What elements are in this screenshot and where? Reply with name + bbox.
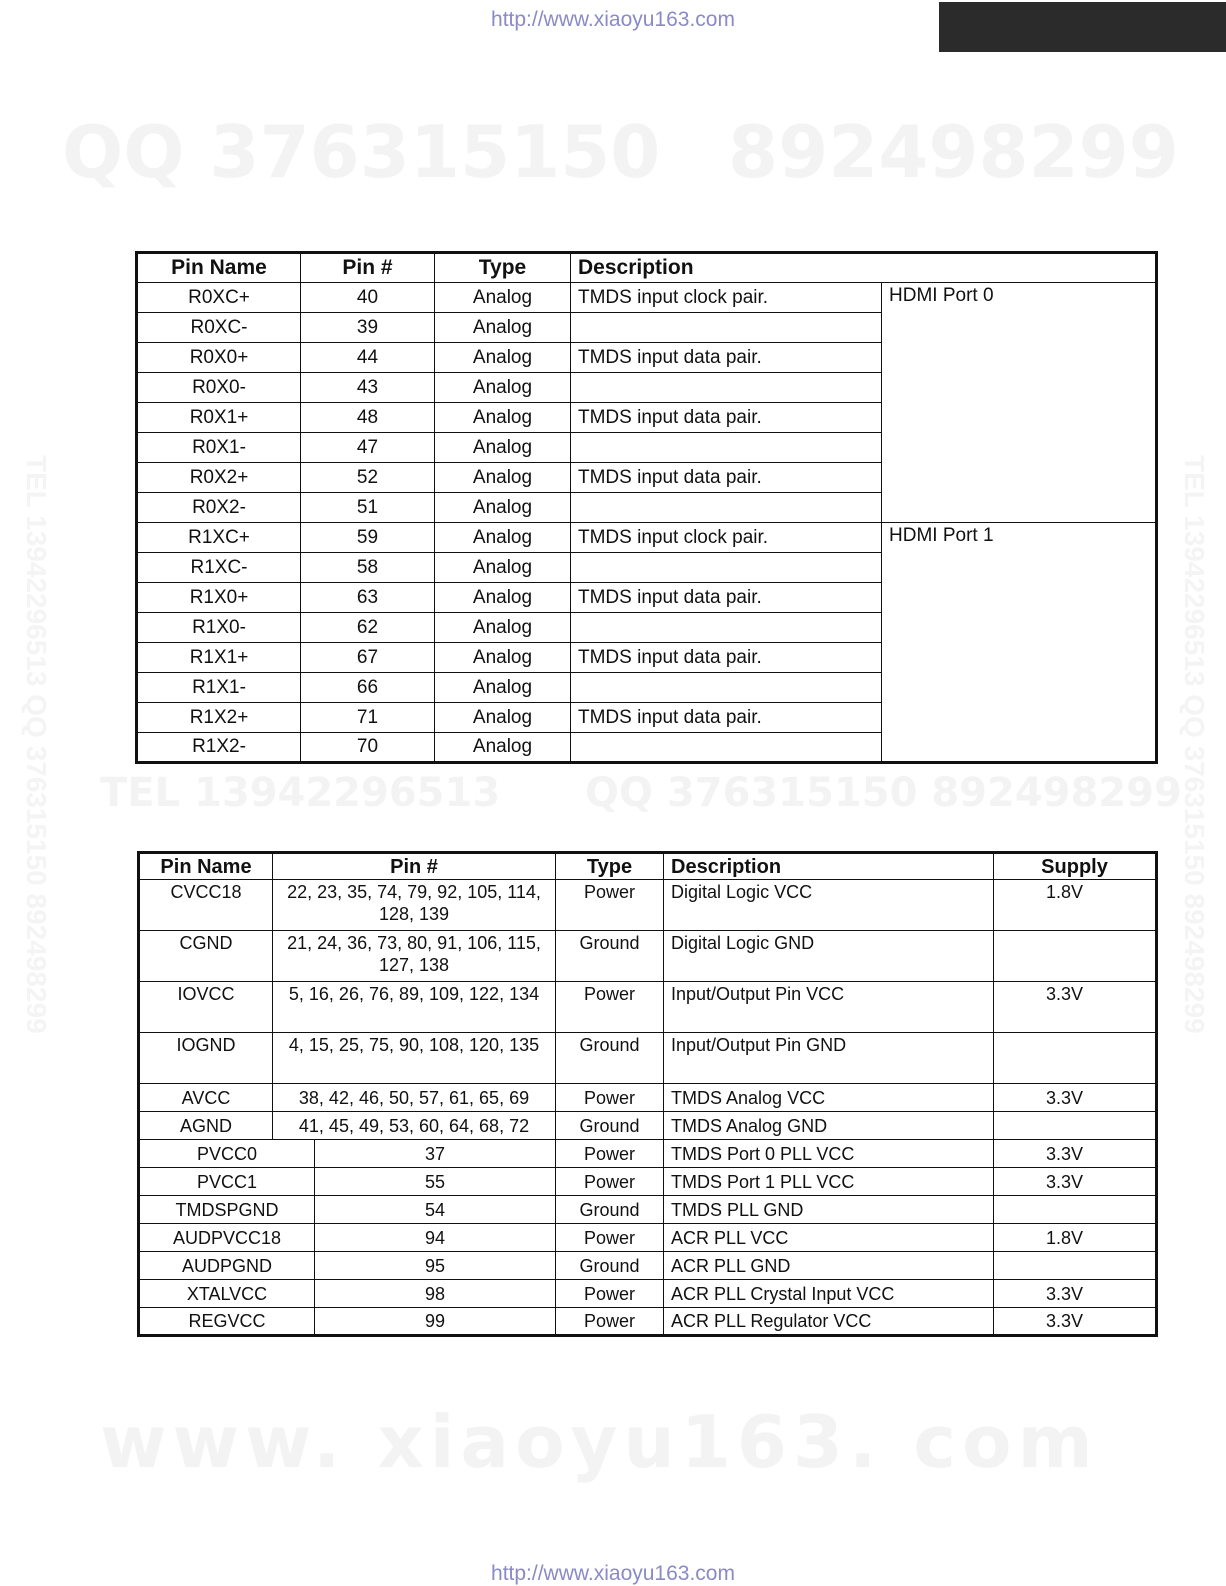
description-cell: ACR PLL VCC <box>664 1224 994 1252</box>
pin-numbers-cell: 5, 16, 26, 76, 89, 109, 122, 134 <box>273 982 556 1033</box>
pin-numbers-cell: 94 <box>315 1224 556 1252</box>
supply-cell <box>994 1196 1157 1224</box>
pin-name-cell: IOVCC <box>139 982 273 1033</box>
pin-name-cell: R1XC+ <box>137 523 301 553</box>
type-cell: Power <box>556 1224 664 1252</box>
type-cell: Ground <box>556 931 664 982</box>
pin-numbers-cell: 95 <box>315 1252 556 1280</box>
watermark-site: www. xiaoyu163. com <box>100 1400 1099 1484</box>
table-row <box>139 1308 1157 1336</box>
pin-number-cell: 47 <box>301 433 435 463</box>
type-cell: Analog <box>435 283 571 313</box>
description-cell: TMDS input data pair. <box>571 403 882 433</box>
type-cell: Analog <box>435 343 571 373</box>
table-row <box>139 1140 1157 1168</box>
pin-number-cell: 63 <box>301 583 435 613</box>
description-cell <box>571 373 882 403</box>
description-cell: Input/Output Pin VCC <box>664 982 994 1033</box>
pin-name-cell: R0X1- <box>137 433 301 463</box>
supply-cell: 3.3V <box>994 982 1157 1033</box>
pin-name-cell: IOGND <box>139 1033 273 1084</box>
pin-number-cell: 51 <box>301 493 435 523</box>
description-cell: TMDS Port 1 PLL VCC <box>664 1168 994 1196</box>
description-cell: ACR PLL Crystal Input VCC <box>664 1280 994 1308</box>
header-pin-number: Pin # <box>301 253 435 283</box>
type-cell: Ground <box>556 1252 664 1280</box>
header-type: Type <box>556 853 664 880</box>
description-cell: TMDS PLL GND <box>664 1196 994 1224</box>
pin-numbers-cell: 99 <box>315 1308 556 1336</box>
supply-cell <box>994 1112 1157 1140</box>
pin-numbers-cell: 21, 24, 36, 73, 80, 91, 106, 115, 127, 138 <box>273 931 556 982</box>
pin-name-cell: R1X0- <box>137 613 301 643</box>
supply-cell <box>994 1033 1157 1084</box>
description-cell <box>571 613 882 643</box>
table-row <box>139 1033 1157 1084</box>
supply-cell <box>994 931 1157 982</box>
header-type: Type <box>435 253 571 283</box>
pin-number-cell: 48 <box>301 403 435 433</box>
pin-number-cell: 52 <box>301 463 435 493</box>
type-cell: Power <box>556 1084 664 1112</box>
description-cell: TMDS Analog VCC <box>664 1084 994 1112</box>
pin-name-cell: CVCC18 <box>139 880 273 931</box>
description-cell: TMDS input data pair. <box>571 643 882 673</box>
pin-name-cell: CGND <box>139 931 273 982</box>
type-cell: Power <box>556 1280 664 1308</box>
description-cell: Input/Output Pin GND <box>664 1033 994 1084</box>
type-cell: Analog <box>435 523 571 553</box>
type-cell: Analog <box>435 583 571 613</box>
footer-url[interactable]: http://www.xiaoyu163.com <box>491 1562 735 1585</box>
corner-block <box>939 2 1226 52</box>
pin-name-cell: R1X1+ <box>137 643 301 673</box>
supply-cell: 3.3V <box>994 1084 1157 1112</box>
description-cell: TMDS input data pair. <box>571 463 882 493</box>
table-row <box>139 1280 1157 1308</box>
pin-name-cell: R1XC- <box>137 553 301 583</box>
pin-numbers-cell: 4, 15, 25, 75, 90, 108, 120, 135 <box>273 1033 556 1084</box>
pin-name-cell: R0XC+ <box>137 283 301 313</box>
watermark-qq: QQ 376315150 <box>62 110 661 194</box>
table-row <box>139 1252 1157 1280</box>
description-cell <box>571 433 882 463</box>
table-row <box>139 982 1157 1033</box>
supply-cell: 3.3V <box>994 1140 1157 1168</box>
pin-name-cell: R0X2- <box>137 493 301 523</box>
pin-number-cell: 43 <box>301 373 435 403</box>
type-cell: Power <box>556 1308 664 1336</box>
description-cell: Digital Logic VCC <box>664 880 994 931</box>
type-cell: Analog <box>435 673 571 703</box>
type-cell: Ground <box>556 1033 664 1084</box>
pin-number-cell: 66 <box>301 673 435 703</box>
hdmi-pin-table <box>135 251 1158 764</box>
pin-name-cell: PVCC1 <box>139 1168 315 1196</box>
pin-name-cell: AUDPVCC18 <box>139 1224 315 1252</box>
watermark-vertical-right: TEL 13942296513 QQ 376315150 892498299 <box>1179 455 1210 1034</box>
description-cell <box>571 553 882 583</box>
port-label-cell: HDMI Port 0 <box>882 283 1157 523</box>
pin-number-cell: 62 <box>301 613 435 643</box>
watermark-qq-2: QQ 376315150 892498299 <box>585 770 1182 816</box>
description-cell <box>571 733 882 763</box>
table-header-row <box>137 253 1157 283</box>
pin-name-cell: R1X1- <box>137 673 301 703</box>
pin-name-cell: AVCC <box>139 1084 273 1112</box>
pin-name-cell: R1X2- <box>137 733 301 763</box>
pin-name-cell: XTALVCC <box>139 1280 315 1308</box>
table-row <box>139 1224 1157 1252</box>
pin-number-cell: 59 <box>301 523 435 553</box>
table-row <box>137 283 1157 313</box>
pin-number-cell: 39 <box>301 313 435 343</box>
pin-number-cell: 40 <box>301 283 435 313</box>
pin-name-cell: R0X0+ <box>137 343 301 373</box>
type-cell: Analog <box>435 493 571 523</box>
type-cell: Ground <box>556 1196 664 1224</box>
description-cell: TMDS input data pair. <box>571 703 882 733</box>
description-cell <box>571 493 882 523</box>
pin-name-cell: PVCC0 <box>139 1140 315 1168</box>
description-cell <box>571 673 882 703</box>
type-cell: Analog <box>435 703 571 733</box>
pin-name-cell: R0X1+ <box>137 403 301 433</box>
header-pin-number: Pin # <box>273 853 556 880</box>
type-cell: Analog <box>435 403 571 433</box>
supply-cell: 1.8V <box>994 1224 1157 1252</box>
pin-number-cell: 67 <box>301 643 435 673</box>
watermark-number: 892498299 <box>728 110 1179 194</box>
pin-numbers-cell: 37 <box>315 1140 556 1168</box>
type-cell: Analog <box>435 463 571 493</box>
supply-cell: 3.3V <box>994 1308 1157 1336</box>
type-cell: Analog <box>435 553 571 583</box>
power-pin-table <box>137 851 1158 1337</box>
type-cell: Analog <box>435 373 571 403</box>
type-cell: Power <box>556 1140 664 1168</box>
table-row <box>139 1168 1157 1196</box>
pin-number-cell: 58 <box>301 553 435 583</box>
description-cell: TMDS Port 0 PLL VCC <box>664 1140 994 1168</box>
pin-number-cell: 44 <box>301 343 435 373</box>
pin-name-cell: R0X0- <box>137 373 301 403</box>
description-cell: TMDS input data pair. <box>571 343 882 373</box>
type-cell: Analog <box>435 733 571 763</box>
description-cell: ACR PLL Regulator VCC <box>664 1308 994 1336</box>
type-cell: Analog <box>435 643 571 673</box>
watermark-tel: TEL 13942296513 <box>100 770 501 816</box>
supply-cell: 3.3V <box>994 1168 1157 1196</box>
table-row <box>139 1084 1157 1112</box>
pin-name-cell: REGVCC <box>139 1308 315 1336</box>
pin-numbers-cell: 22, 23, 35, 74, 79, 92, 105, 114, 128, 139 <box>273 880 556 931</box>
pin-number-cell: 71 <box>301 703 435 733</box>
pin-numbers-cell: 55 <box>315 1168 556 1196</box>
table-row <box>139 931 1157 982</box>
type-cell: Analog <box>435 433 571 463</box>
pin-name-cell: AUDPGND <box>139 1252 315 1280</box>
pin-name-cell: R0X2+ <box>137 463 301 493</box>
pin-name-cell: AGND <box>139 1112 273 1140</box>
header-supply: Supply <box>994 853 1157 880</box>
supply-cell <box>994 1252 1157 1280</box>
type-cell: Power <box>556 982 664 1033</box>
description-cell <box>571 313 882 343</box>
description-cell: TMDS input clock pair. <box>571 523 882 553</box>
description-cell: TMDS Analog GND <box>664 1112 994 1140</box>
table-row <box>139 1196 1157 1224</box>
pin-name-cell: TMDSPGND <box>139 1196 315 1224</box>
type-cell: Analog <box>435 613 571 643</box>
table-header-row <box>139 853 1157 880</box>
description-cell: TMDS input clock pair. <box>571 283 882 313</box>
type-cell: Power <box>556 880 664 931</box>
pin-name-cell: R1X2+ <box>137 703 301 733</box>
pin-numbers-cell: 41, 45, 49, 53, 60, 64, 68, 72 <box>273 1112 556 1140</box>
description-cell: TMDS input data pair. <box>571 583 882 613</box>
pin-name-cell: R1X0+ <box>137 583 301 613</box>
pin-numbers-cell: 98 <box>315 1280 556 1308</box>
pin-name-cell: R0XC- <box>137 313 301 343</box>
header-pin-name: Pin Name <box>137 253 301 283</box>
table-row <box>139 1112 1157 1140</box>
description-cell: Digital Logic GND <box>664 931 994 982</box>
watermark-vertical-left: TEL 13942296513 QQ 376315150 892498299 <box>21 455 52 1034</box>
pin-number-cell: 70 <box>301 733 435 763</box>
supply-cell: 3.3V <box>994 1280 1157 1308</box>
pin-numbers-cell: 38, 42, 46, 50, 57, 61, 65, 69 <box>273 1084 556 1112</box>
header-description: Description <box>571 253 1157 283</box>
table-row <box>137 523 1157 553</box>
table-row <box>139 880 1157 931</box>
description-cell: ACR PLL GND <box>664 1252 994 1280</box>
type-cell: Analog <box>435 313 571 343</box>
header-pin-name: Pin Name <box>139 853 273 880</box>
header-description: Description <box>664 853 994 880</box>
port-label-cell: HDMI Port 1 <box>882 523 1157 763</box>
type-cell: Power <box>556 1168 664 1196</box>
type-cell: Ground <box>556 1112 664 1140</box>
pin-numbers-cell: 54 <box>315 1196 556 1224</box>
header-url[interactable]: http://www.xiaoyu163.com <box>491 8 735 31</box>
supply-cell: 1.8V <box>994 880 1157 931</box>
